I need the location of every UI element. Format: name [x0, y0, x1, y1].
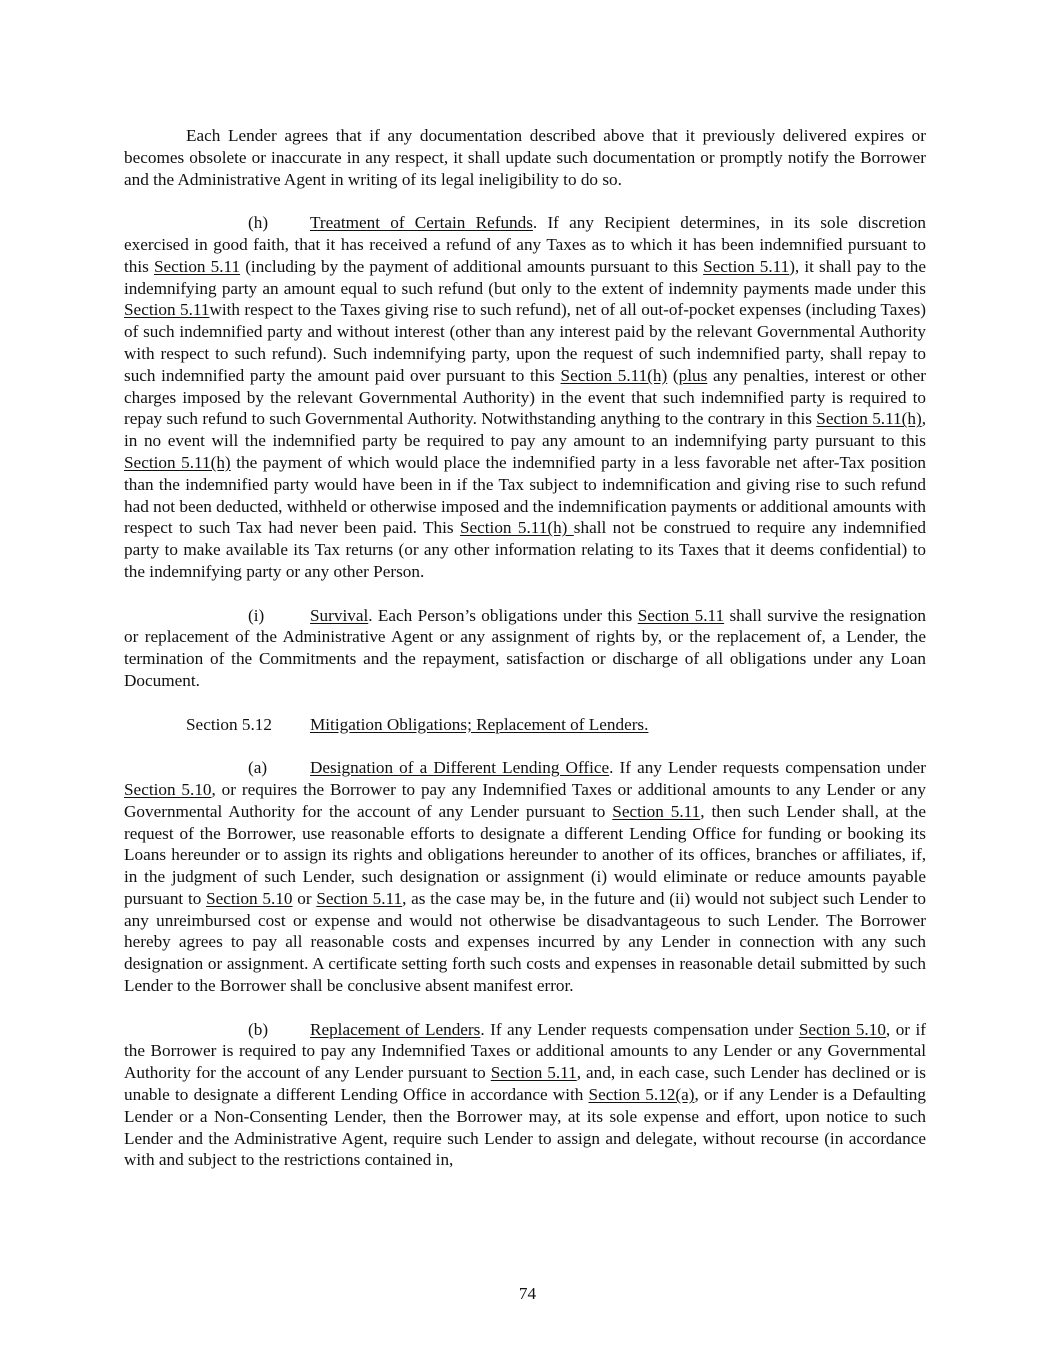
section-reference: Section 5.10 — [124, 779, 212, 799]
section-reference: Section 5.11 — [637, 605, 725, 625]
clause-label: (a) — [248, 758, 268, 778]
paragraph-i-survival: (i) Survival. Each Person’s obligations under this Section 5.11 shall survive the resignation or replacement of the Administrative Agent or any assignment of rights by, or the replacement of, a Lender, the termination of the Commitments and the repayment, satisfaction or discharge of all obligations under any Loan Document. — [124, 605, 926, 690]
section-number: Section 5.12 — [186, 714, 272, 734]
paragraph-h-treatment-of-refunds: (h) Treatment of Certain Refunds. If any Recipient determines, in its sole discretion exercised in good faith, that it has received a refund of any Taxes as to which it has been indemnified pursuant to this Section 5.11 (including by the payment of additional amounts pursuant to this Section 5.11), it shall pay to the indemnifying party an amount equal to such refund (but only to the extent of indemnity payments made under this Section 5.11with respect to the Taxes giving rise to such refund), net of all out-of-pocket expenses (including Taxes) of such indemnified party and without interest (other than any interest paid by the relevant Governmental Authority with respect to such refund). Such indemnifying party, upon the request of such indemnified party, shall repay to such indemnified party the amount paid over pursuant to this Section 5.11(h) (plus any penalties, interest or other charges imposed by the relevant Governmental Authority) in the event that such indemnified party is required to repay such refund to such Governmental Authority. Notwithstanding anything to the contrary in this Section 5.11(h), in no event will the indemnified party be required to pay any amount to an indemnifying party pursuant to this Section 5.11(h) the payment of which would place the indemnified party in a less favorable net after-Tax position than the indemnified party would have been in if the Tax subject to indemnification and giving rise to such refund had not been deducted, withheld or otherwise imposed and the indemnification payments or additional amounts with respect to such Tax had never been paid. This Section 5.11(h) shall not be construed to require any indemnified party to make available its Tax returns (or any other information relating to its Taxes that it deems confidential) to the indemnifying party or any other Person. — [124, 213, 927, 581]
clause-title: Treatment of Certain Refunds — [310, 213, 533, 233]
section-reference: Section 5.11(h) — [560, 365, 668, 385]
paragraph-documentation-update: Each Lender agrees that if any documentation described above that it previously delivered expires or becomes obsolete or inaccurate in any respect, it shall update such documentation or promptly notify the Borrower and the Administrative Agent in writing of its legal ineligibility to do so. — [124, 126, 926, 189]
section-reference: Section 5.10 — [206, 888, 293, 908]
document-page — [124, 125, 926, 1193]
clause-title: Survival — [310, 605, 369, 625]
section-reference: Section 5.11 — [490, 1063, 577, 1083]
clause-label: (h) — [248, 213, 269, 233]
section-reference: Section 5.11(h) — [124, 452, 231, 472]
paragraph-b-replacement-of-lenders: (b) Replacement of Lenders. If any Lender requests compensation under Section 5.10, or if the Borrower is required to pay any Indemnified Taxes or additional amounts to any Lender or any Governmental Authority for the account of any Lender pursuant to Section 5.11, and, in each case, such Lender has declined or is unable to designate a different Lending Office in accordance with Section 5.12(a), or if any Lender is a Defaulting Lender or a Non-Consenting Lender, then the Borrower may, at its sole expense and effort, upon notice to such Lender and the Administrative Agent, require such Lender to assign and delegate, without recourse (in accordance with and subject to the restrictions contained in, — [124, 1019, 926, 1170]
section-reference: Section 5.11 — [703, 256, 790, 276]
section-reference: Section 5.12(a) — [588, 1085, 695, 1105]
section-title: Mitigation Obligations; Replacement of Lenders. — [310, 714, 649, 734]
page-number: 74 — [518, 1284, 537, 1303]
clause-label: (b) — [248, 1019, 269, 1039]
section-reference: Section 5.11(h) — [816, 409, 922, 429]
paragraph-a-lending-office: (a) Designation of a Different Lending Office. If any Lender requests compensation under Section 5.10, or requires the Borrower to pay any Indemnified Taxes or additional amounts to any Lender or any Governmental Authority for the account of any Lender pursuant to Section 5.11, then such Lender shall, at the request of the Borrower, use reasonable efforts to designate a different Lending Office for funding or booking its Loans hereunder or to assign its rights and obligations hereunder to another of its offices, branches or affiliates, if, in the judgment of such Lender, such designation or assignment (i) would eliminate or reduce amounts payable pursuant to Section 5.10 or Section 5.11, as the case may be, in the future and (ii) would not subject such Lender to any unreimbursed cost or expense and would not otherwise be disadvantageous to such Lender. The Borrower hereby agrees to pay all reasonable costs and expenses incurred by any Lender in connection with any such designation or assignment. A certificate setting forth such costs and expenses in reasonable detail submitted by such Lender to the Borrower shall be conclusive absent manifest error. — [124, 758, 926, 996]
section-reference: Section 5.11 — [124, 300, 210, 320]
section-reference: Section 5.11 — [153, 256, 241, 276]
clause-title: Designation of a Different Lending Office — [310, 758, 610, 778]
section-reference: Section 5.11 — [316, 888, 403, 908]
emphasis-plus: plus — [678, 365, 708, 385]
clause-label: (i) — [248, 605, 265, 625]
section-reference: Section 5.11 — [612, 801, 701, 821]
clause-title: Replacement of Lenders — [310, 1019, 481, 1039]
section-reference: Section 5.10 — [798, 1019, 886, 1039]
section-heading — [124, 714, 926, 736]
section-reference: Section 5.11(h) — [459, 518, 574, 538]
